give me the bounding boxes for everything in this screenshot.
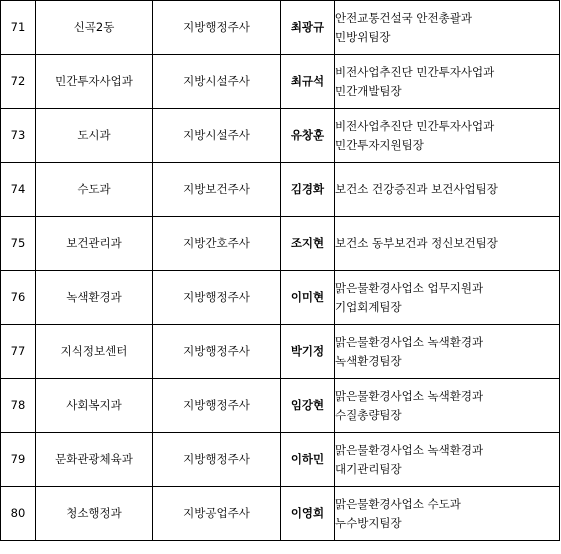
job-rank: 지방행정주사 (153, 325, 281, 379)
new-assignment (335, 55, 560, 109)
personnel-table-body (1, 1, 560, 541)
assignment-line: 누수방지팀장 (335, 515, 402, 530)
assignment-line: 민방위팀장 (335, 29, 391, 44)
job-rank: 지방행정주사 (153, 379, 281, 433)
new-assignment (335, 379, 560, 433)
table-row (1, 271, 560, 325)
row-number: 78 (1, 379, 36, 433)
row-number: 79 (1, 433, 36, 487)
person-name: 임강현 (281, 379, 335, 433)
person-name: 유창훈 (281, 109, 335, 163)
assignment-line: 맑은물환경사업소 업무지원과 (335, 280, 484, 295)
assignment-line: 녹색환경팀장 (335, 353, 402, 368)
assignment-line: 안전교통건설국 안전총괄과 (335, 10, 472, 25)
row-number: 76 (1, 271, 36, 325)
row-number: 77 (1, 325, 36, 379)
row-number: 72 (1, 55, 36, 109)
assignment-line: 민간투자지원팀장 (335, 137, 424, 152)
assignment-line: 맑은물환경사업소 녹색환경과 (335, 442, 484, 457)
table-row (1, 379, 560, 433)
person-name: 이하민 (281, 433, 335, 487)
table-row (1, 109, 560, 163)
assignment-line: 기업회계팀장 (335, 299, 402, 314)
current-department: 녹색환경과 (36, 271, 153, 325)
new-assignment (335, 109, 560, 163)
assignment-line: 비전사업추진단 민간투자사업과 (335, 118, 495, 133)
assignment-line: 민간개발팀장 (335, 83, 402, 98)
assignment-line: 비전사업추진단 민간투자사업과 (335, 64, 495, 79)
current-department: 청소행정과 (36, 487, 153, 541)
current-department: 문화관광체육과 (36, 433, 153, 487)
person-name: 박기정 (281, 325, 335, 379)
table-row (1, 163, 560, 217)
job-rank: 지방공업주사 (153, 487, 281, 541)
person-name: 최규석 (281, 55, 335, 109)
assignment-line: 맑은물환경사업소 수도과 (335, 496, 461, 511)
job-rank: 지방행정주사 (153, 271, 281, 325)
row-number: 80 (1, 487, 36, 541)
assignment-line: 보건소 동부보건과 정신보건팀장 (335, 236, 498, 250)
new-assignment (335, 487, 560, 541)
new-assignment (335, 217, 560, 271)
table-row (1, 433, 560, 487)
job-rank: 지방간호주사 (153, 217, 281, 271)
person-name: 이미현 (281, 271, 335, 325)
person-name: 조지현 (281, 217, 335, 271)
assignment-line: 대기관리팀장 (335, 461, 402, 476)
assignment-line: 수질총량팀장 (335, 407, 402, 422)
row-number: 73 (1, 109, 36, 163)
row-number: 71 (1, 1, 36, 55)
new-assignment (335, 325, 560, 379)
job-rank: 지방행정주사 (153, 1, 281, 55)
job-rank: 지방시설주사 (153, 55, 281, 109)
row-number: 75 (1, 217, 36, 271)
job-rank: 지방시설주사 (153, 109, 281, 163)
row-number: 74 (1, 163, 36, 217)
new-assignment (335, 271, 560, 325)
person-name: 김경화 (281, 163, 335, 217)
current-department: 수도과 (36, 163, 153, 217)
current-department: 도시과 (36, 109, 153, 163)
person-name: 이영희 (281, 487, 335, 541)
current-department: 보건관리과 (36, 217, 153, 271)
job-rank: 지방행정주사 (153, 433, 281, 487)
assignment-line: 보건소 건강증진과 보건사업팀장 (335, 182, 498, 196)
table-row (1, 1, 560, 55)
current-department: 사회복지과 (36, 379, 153, 433)
assignment-line: 맑은물환경사업소 녹색환경과 (335, 388, 484, 403)
new-assignment (335, 1, 560, 55)
table-row (1, 487, 560, 541)
current-department: 민간투자사업과 (36, 55, 153, 109)
current-department: 지식정보센터 (36, 325, 153, 379)
new-assignment (335, 163, 560, 217)
current-department: 신곡2동 (36, 1, 153, 55)
assignment-line: 맑은물환경사업소 녹색환경과 (335, 334, 484, 349)
new-assignment (335, 433, 560, 487)
person-name: 최광규 (281, 1, 335, 55)
job-rank: 지방보건주사 (153, 163, 281, 217)
table-row (1, 325, 560, 379)
table-row (1, 55, 560, 109)
table-row (1, 217, 560, 271)
